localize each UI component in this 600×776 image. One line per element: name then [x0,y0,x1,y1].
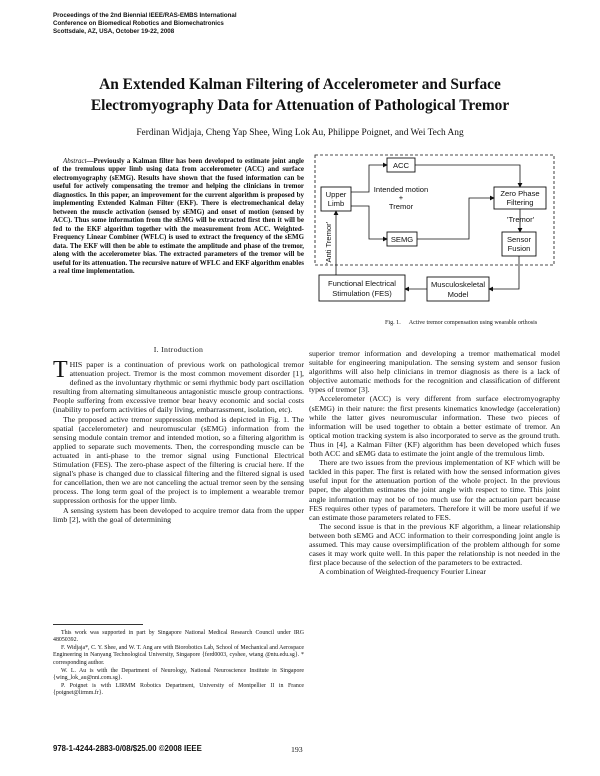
paper-title [40,74,560,116]
footnote: P. Poignet is with LIRMM Robotics Department, University of Montpellier II in France {poignet@lirmm.fr}. [53,683,304,697]
proceedings-header [53,12,353,35]
fes-label: Functional Electrical [328,279,396,288]
musculoskeletal-label: Musculoskeletal [430,280,486,289]
arrow [489,256,519,289]
proceedings-line: Conference on Biomedical Robotics and Biomechatronics [53,19,224,27]
right-column [309,349,560,576]
section-heading: I. Introduction [153,345,204,354]
body-paragraph: There are two issues from the previous implementation of KF which will be tackled in this paper. The first is related with how the sensed information gives useful input for the attenuation portion of the whole project. In the previous paper, the algorithm estimates the joint angle with respect to time. This joint angle information may not be of too much use for the actuation part because FES requires other types of parameters. Therefore it will be more useful if we can estimate those parameters related to FES. [309,458,560,522]
arrow [417,198,494,239]
body-paragraph: The second issue is that in the previous KF algorithm, a linear relationship between both sEMG and ACC information to their corresponding joint angle is assumed. This may cause oversimplification of the problem although for some cases it may work quite well. In this paper the relationship is not needed in the first place because of the selection of the parameters to be extracted. [309,521,560,568]
footnote: F. Widjaja*, C. Y. Shee, and W. T. Ang are with Biorobotics Lab, School of Mechanical and Aerospace Engineering in Nanyang Technological University, Singapore {ferd0003, cyshee, wtang @ntu.edu.sg}. * corresponding author. [53,645,304,666]
title-line: Electromyography Data for Attenuation of Pathological Tremor [90,97,510,114]
anti-tremor-label: 'Anti Tremor' [324,221,333,264]
body-paragraph: The proposed active tremor suppression method is depicted in Fig. 1. The spatial (accelerometer) and neuromuscular (sEMG) information from the sensing module contain tremor and intended motion, so a filtering algorithm is applied to separate such movements. Then, the corresponding muscle can be actuated in anti-phase to the tremor signal using Functional Electrical Stimulation (FES). The zero-phase aspect of the filtering is crucial here. If the signal's phase is changed due to classical filtering and the filtered signal is used for cancellation, then we are not canceling the actual tremor seen by the sensing process. The long term goal of the project is to implement a wearable tremor suppression orthosis for the upper limb. [53,414,304,506]
plus-label: + [398,193,404,202]
footnote: This work was supported in part by Singapore National Medical Research Council under IRG 48050392. [53,630,304,644]
isbn-footer: 978-1-4244-2883-0/08/$25.00 ©2008 IEEE [53,744,202,753]
tremor-label: Tremor [388,202,414,211]
block-diagram [309,152,560,312]
page-number: 193 [291,745,303,754]
acc-label: ACC [392,161,410,170]
intro-text: HIS paper is a continuation of previous work on pathological tremor attenuation project. Tremor is the most common movement disorder [1], defined as the involuntary rhythmic or semi rhythmic body part oscillation resulting from alternating simultaneous antagonistic muscle group contractions. People suffering from excessive tremor bear heavy economic and social costs (inability to perform activities of daily living, embarrassment, isolation, etc). [53,360,304,415]
body-paragraph: superior tremor information and developing a tremor mathematical model suitable for engineering manipulation. The sensing system and sensor fusion algorithms will also help clinicians in tremor diagnosis as there is a lack of objective automatic methods for the recognition and classification of different types of tremor [3]. [309,349,560,395]
arrow [351,206,387,239]
footnote-rule [53,624,143,625]
zero-phase-label: Zero Phase [500,189,540,198]
body-paragraph: Accelerometer (ACC) is very different from surface electromyography (sEMG) in their nature: the first presents kinematics knowledge (acceleration) while the latter gives neuromuscular information. These two pieces of information will be used together to obtain a better estimate of tremor. An optical motion tracking system is also incorporated to serve as the ground truth. Thus in [4], a Kalman Filter (KF) algorithm has been developed which fuses both ACC and sEMG data to estimate the joint angle of the tremulous limb. [309,394,560,459]
semg-label: SEMG [390,235,414,244]
body-paragraph: A sensing system has been developed to acquire tremor data from the upper limb [2], with the goal of determining [53,505,304,524]
fes-label: Stimulation (FES) [332,289,392,298]
abstract [53,157,304,276]
footnotes [53,630,304,699]
intro-paragraph [53,357,304,415]
intended-motion-label: Intended motion [373,185,429,194]
figure-caption [385,320,545,326]
sensor-fusion-label: Sensor [506,235,532,244]
upper-limb-label: Upper [325,190,347,199]
abstract-label: Abstract [63,157,87,165]
tremor-output-label: 'Tremor' [507,215,535,224]
proceedings-line: Scottsdale, AZ, USA, October 19-22, 2008 [53,27,175,35]
body-paragraph: A combination of Weighted-frequency Fourier Linear [319,567,487,577]
left-column [53,357,304,524]
arrow [415,165,520,187]
abstract-text: —Previously a Kalman filter has been developed to estimate joint angle of the tremulous upper limb using data from accelerometer (ACC) and surface electromyography (sEMG). Results have shown that the fused information can be useful for actively compensating the tremor and helping the clinicians in tremor diagnostics. In this paper, an improvement for the current algorithm is proposed by implementing Extended Kalman Filter (EKF). There is electromechanical delay between the muscle activation (sensed by sEMG) and onset of motion (sensed by ACC). Thus some information from the sEMG will be extracted first then it will be fed to the EKF algorithm together with the measurement from ACC. Weighted-Frequency Linear Combiner (WFLC) is used to extract the frequency of the sEMG data. The EKF will then be able to estimate the amplitude and phase of the tremor, along with the accelerometer bias. The extracted parameters of the tremor will be useful for its attenuation. The recursive nature of WFLC and EKF algorithm enables a real time implementation. [53,157,304,276]
figure-caption-text: Active tremor compensation using wearable orthosis [408,320,538,326]
title-line: An Extended Kalman Filtering of Accelerometer and Surface [99,76,501,93]
footnote: W. L. Au is with the Department of Neurology, National Neuroscience Institute in Singapore {wing_lok_au@nni.com.sg}. [53,667,304,681]
figure-label: Fig. 1. [385,320,401,326]
author-list: Ferdinan Widjaja, Cheng Yap Shee, Wing Lok Au, Philippe Poignet, and Wei Tech Ang [136,128,464,138]
sensor-fusion-label: Fusion [507,244,531,253]
zero-phase-label: Filtering [506,198,534,207]
proceedings-line: Proceedings of the 2nd Biennial IEEE/RAS-EMBS International [53,12,237,19]
musculoskeletal-label: Model [447,290,469,299]
drop-cap: T [53,357,68,383]
upper-limb-label: Limb [327,199,345,208]
